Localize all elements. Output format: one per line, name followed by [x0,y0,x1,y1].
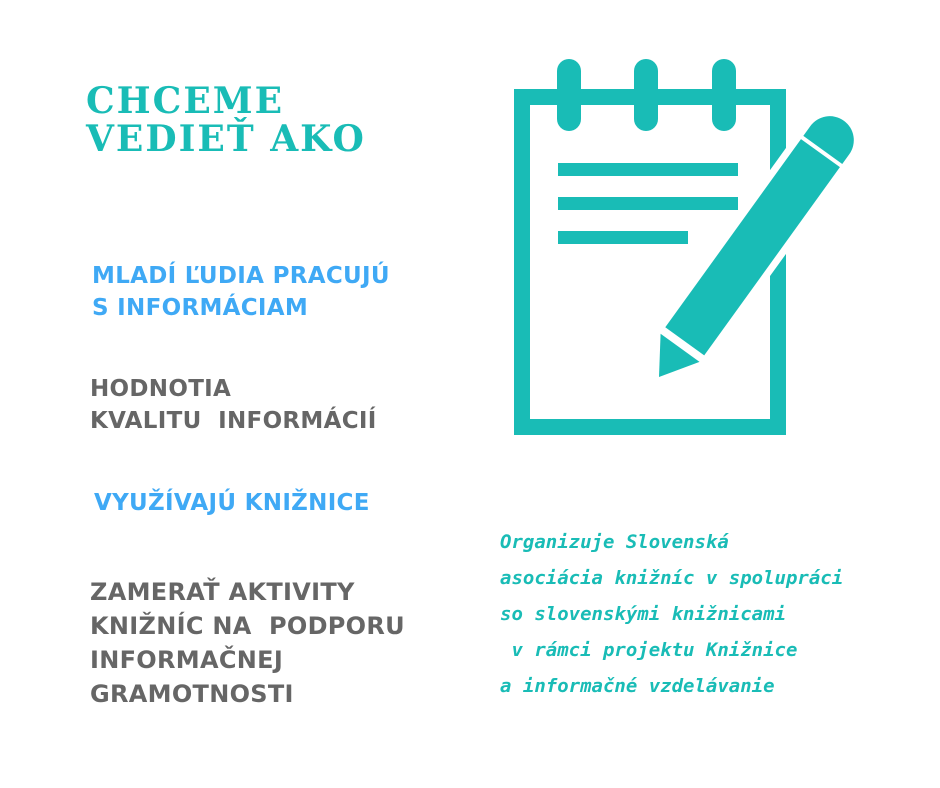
goal-item-line: KVALITU INFORMÁCIÍ [90,408,377,434]
credits-line: Organizuje Slovenská [500,531,729,553]
goal-item-focus-activities [90,575,405,711]
goal-item-line: INFORMAČNEJ [90,646,284,674]
credits-line: a informačné vzdelávanie [500,675,775,697]
page-title [86,82,366,158]
goal-item-line: ZAMERAŤ AKTIVITY [90,578,355,606]
goal-item-line: HODNOTIA [90,376,232,402]
goal-item-line: MLADÍ ĽUDIA PRACUJÚ [92,263,390,289]
notepad-pencil-icon [500,55,870,450]
goal-item-young-people [92,260,390,324]
goal-item-evaluate [90,373,377,437]
credits-line: asociácia knižníc v spolupráci [500,567,844,589]
title-line-1: CHCEME [86,80,285,122]
goal-item-line: VYUŽÍVAJÚ KNIŽNICE [94,490,370,516]
organizer-credits [500,524,843,704]
goal-item-line: S INFORMÁCIAM [92,295,309,321]
credits-line: v rámci projektu Knižnice [500,639,798,661]
title-line-2: VEDIEŤ AKO [86,118,366,160]
goal-item-line: KNIŽNÍC NA PODPORU [90,612,405,640]
goal-item-line: GRAMOTNOSTI [90,680,294,708]
goal-item-libraries [94,487,370,519]
credits-line: so slovenskými knižnicami [500,603,786,625]
